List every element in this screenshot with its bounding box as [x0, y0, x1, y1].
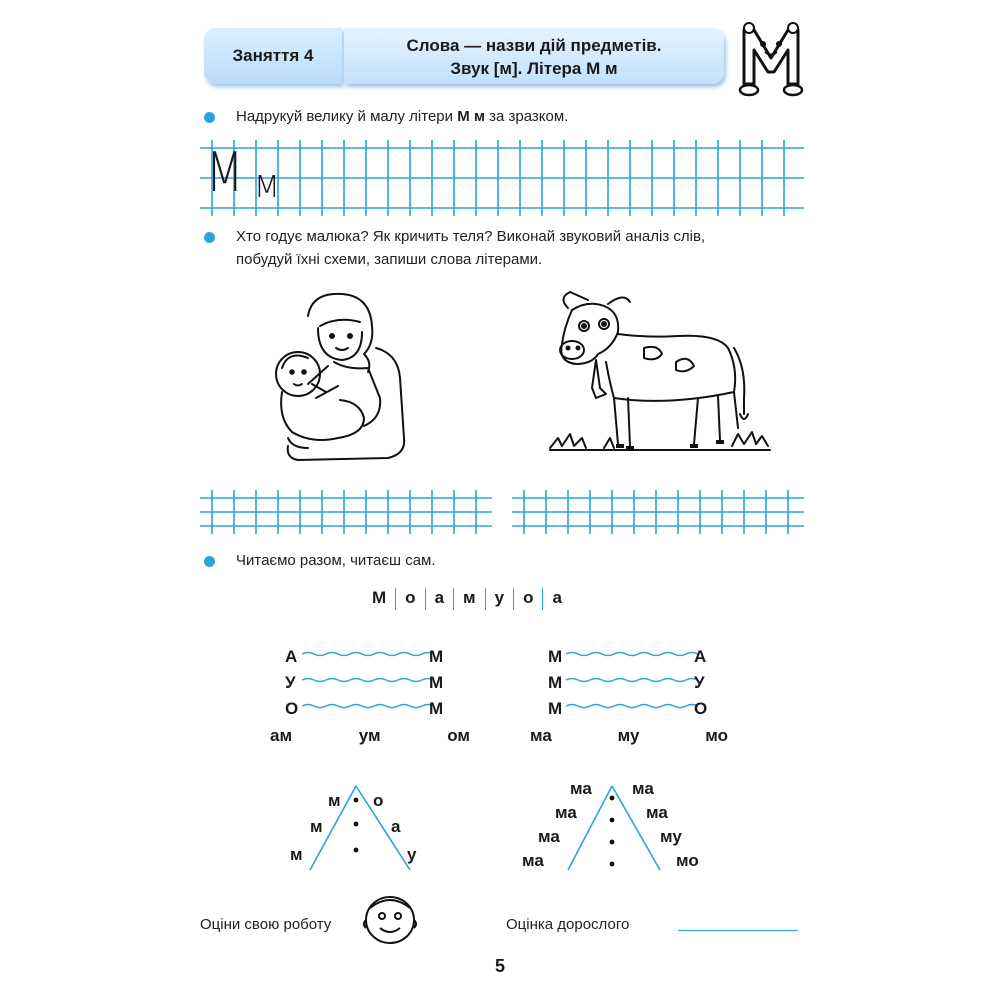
tree-left-l1: м	[328, 791, 341, 810]
left-block-start-letters: А У О	[285, 647, 299, 718]
title-line-2: Звук [м]. Літера М м	[450, 59, 618, 78]
syllable-sequence	[372, 588, 562, 612]
sequence-letter: а	[434, 588, 445, 607]
left-block-results: ам ум ом	[270, 726, 470, 745]
right-block-results: ма му мо	[530, 726, 728, 745]
sequence-divider	[485, 588, 486, 610]
tree-right-r4: мо	[676, 851, 699, 870]
lesson-header	[204, 28, 724, 84]
tree-right-r1: ма	[632, 779, 654, 798]
tree-right-l1: ма	[570, 779, 592, 798]
calf-illustration	[548, 288, 776, 468]
adult-assessment-label: Оцінка дорослого	[506, 916, 630, 933]
right-block-start-letters: М М М	[548, 647, 563, 718]
tree-right-r2: ма	[646, 803, 668, 822]
lesson-number: Заняття 4	[232, 46, 314, 65]
tree-right-l3: ма	[538, 827, 560, 846]
letter-m-mascot-icon	[738, 20, 804, 98]
task-2-instruction: Хто годує малюка? Як кричить теля? Виконай звуковий аналіз слів, побудуй їхні схеми, запиши слова літерами.	[236, 228, 706, 268]
tree-left-r2: а	[391, 817, 401, 836]
sequence-letter: М	[372, 588, 387, 607]
sequence-letter: о	[405, 588, 416, 607]
tree-right-r3: му	[660, 827, 682, 846]
task-1-instruction: Надрукуй велику й малу літери М м за зразком.	[236, 108, 569, 125]
sequence-letter: у	[494, 588, 505, 607]
tree-left-r3: у	[407, 845, 417, 864]
page-title	[344, 34, 724, 80]
left-block-end-letters: М М М	[429, 647, 444, 718]
adult-assessment-line[interactable]	[678, 930, 798, 931]
connector-lines-right	[548, 640, 718, 720]
smiley-face-icon[interactable]	[360, 890, 420, 948]
self-assessment-label: Оціни свою роботу	[200, 916, 332, 933]
sequence-letter: о	[523, 588, 534, 607]
tree-right-l2: ма	[555, 803, 577, 822]
sound-scheme-grid-right[interactable]	[512, 486, 804, 534]
sample-letter-lower: м	[254, 161, 280, 207]
tree-left-r1: о	[373, 791, 384, 810]
sequence-divider	[542, 588, 543, 610]
mother-feeding-baby-illustration	[268, 288, 414, 464]
task-3-instruction: Читаємо разом, читаєш сам.	[236, 552, 436, 569]
bullet-dot	[204, 556, 215, 567]
right-block-end-letters: А У О	[694, 647, 708, 718]
sound-scheme-grid-left[interactable]	[200, 486, 492, 534]
connector-lines-left	[280, 640, 450, 720]
writing-grid-1[interactable]	[200, 140, 804, 216]
sequence-divider	[425, 588, 426, 610]
sequence-divider	[453, 588, 454, 610]
tree-left-l2: м	[310, 817, 323, 836]
sequence-letter: а	[552, 588, 562, 607]
tree-right-l4: ма	[522, 851, 544, 870]
title-line-1: Слова — назви дій предметів.	[406, 36, 662, 55]
sample-letter-upper: М	[206, 141, 244, 204]
sequence-letter: м	[463, 588, 476, 607]
bullet-dot	[204, 232, 215, 243]
bullet-dot	[204, 112, 215, 123]
sequence-divider	[395, 588, 396, 610]
sequence-divider	[513, 588, 514, 610]
page-number: 5	[494, 956, 505, 976]
tree-left-l3: м	[290, 845, 303, 864]
task-1-letters: М м	[457, 108, 485, 125]
